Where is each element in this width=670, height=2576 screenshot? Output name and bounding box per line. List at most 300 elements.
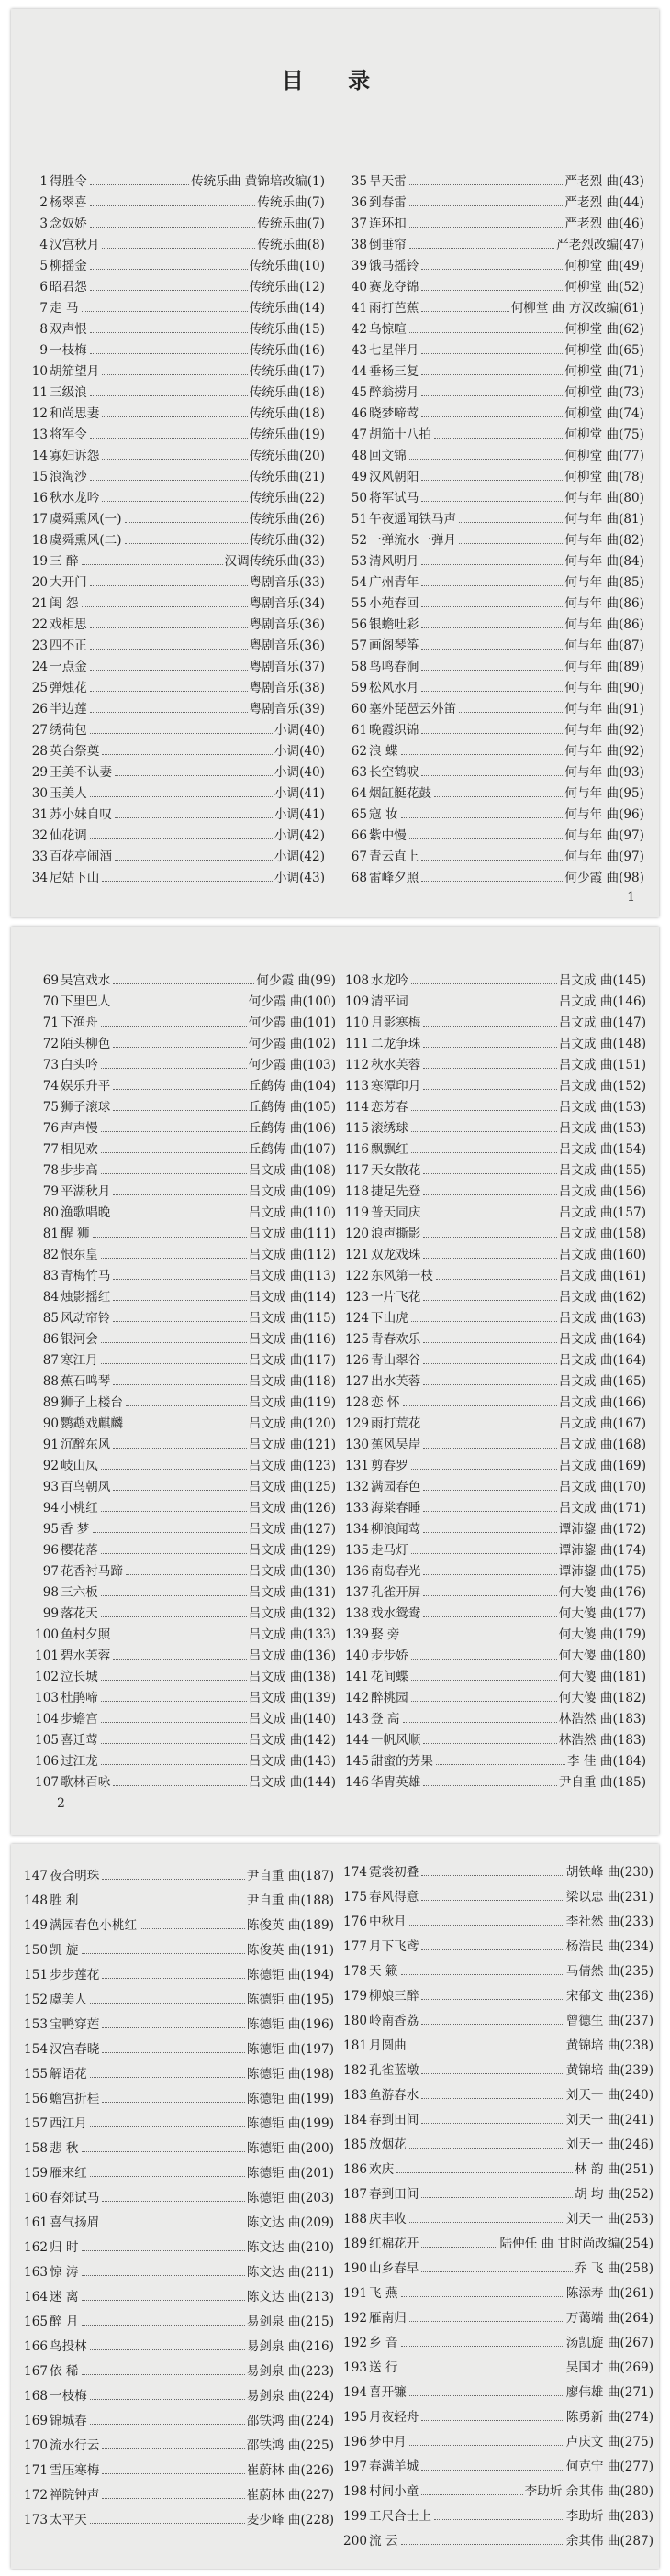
entry-number: 26 <box>31 702 48 716</box>
toc-entry <box>22 2359 334 2384</box>
entry-number: 123 <box>345 1290 369 1305</box>
toc-entry <box>343 992 646 1013</box>
entry-title: 恋 怀 <box>371 1395 400 1410</box>
entry-title: 娱乐升平 <box>61 1079 111 1094</box>
entry-title: 东风第一枝 <box>371 1269 433 1283</box>
entry-title: 赛龙夺锦 <box>369 280 419 294</box>
entry-number: 34 <box>31 871 48 885</box>
entry-title: 太平天 <box>50 2513 87 2527</box>
leader-dots <box>403 1722 557 1723</box>
entry-number: 166 <box>24 2339 48 2354</box>
leader-dots <box>421 1949 564 1950</box>
toc-entry <box>22 1864 334 1889</box>
leader-dots <box>90 585 248 586</box>
entry-source: 传统乐曲(20) <box>249 449 325 463</box>
toc-entry <box>343 971 646 992</box>
toc-column-left <box>22 172 325 889</box>
entry-title: 平湖秋月 <box>61 1184 111 1199</box>
toc-entry <box>343 1667 646 1688</box>
entry-source: 吕文成 曲(125) <box>248 1480 336 1494</box>
entry-source: 汤凯旋 曲(267) <box>565 2336 653 2350</box>
toc-entry <box>343 1224 646 1245</box>
entry-title: 得胜令 <box>50 174 87 189</box>
entry-number: 197 <box>343 2459 367 2474</box>
toc-entry <box>22 2137 334 2161</box>
entry-title: 浪声撕影 <box>371 1227 421 1241</box>
toc-entry <box>22 2037 334 2062</box>
entry-source: 吕文成 曲(127) <box>248 1522 336 1537</box>
entry-title: 浪 蝶 <box>369 744 398 759</box>
entry-source: 吕文成 曲(108) <box>248 1163 336 1178</box>
leader-dots <box>101 1511 247 1512</box>
toc-entry <box>341 2504 653 2529</box>
leader-dots <box>82 2275 245 2276</box>
entry-source: 邵铁鸿 曲(225) <box>246 2438 334 2453</box>
entry-source: 何克宁 曲(277) <box>565 2459 653 2474</box>
entry-title: 将军试马 <box>369 491 419 505</box>
entry-number: 175 <box>343 1890 367 1904</box>
entry-number: 79 <box>42 1184 59 1199</box>
leader-dots <box>90 2523 245 2524</box>
toc-entry <box>33 1371 336 1393</box>
entry-number: 93 <box>42 1480 59 1494</box>
entry-number: 128 <box>345 1395 369 1410</box>
entry-title: 归 时 <box>50 2240 79 2255</box>
entry-number: 131 <box>345 1459 369 1473</box>
entry-number: 149 <box>24 1918 48 1933</box>
entry-source: 小调(40) <box>274 744 325 759</box>
toc-entry <box>22 2161 334 2186</box>
leader-dots <box>82 2300 245 2301</box>
entry-source: 何少霞 曲(99) <box>256 973 336 988</box>
toc-entry <box>341 2133 653 2158</box>
entry-number: 186 <box>343 2162 367 2177</box>
toc-entry <box>341 699 644 720</box>
entry-source: 严老烈 曲(43) <box>564 174 644 189</box>
toc-entry <box>33 1118 336 1139</box>
entry-source: 传统乐曲(22) <box>249 491 325 505</box>
entry-title: 鸟鸣春涧 <box>369 660 419 674</box>
toc-entry <box>341 594 644 615</box>
entry-title: 雨打荒花 <box>371 1416 421 1431</box>
leader-dots <box>421 2494 522 2495</box>
entry-source: 何与年 曲(84) <box>564 554 644 569</box>
leader-dots <box>102 1879 244 1880</box>
toc-entry <box>22 2087 334 2112</box>
toc-entry <box>33 1139 336 1160</box>
entry-number: 20 <box>31 575 48 590</box>
entry-number: 69 <box>42 973 59 988</box>
entry-number: 179 <box>343 1989 367 2004</box>
leader-dots <box>90 2077 245 2078</box>
leader-dots <box>115 817 273 818</box>
entry-title: 杨翠喜 <box>50 195 87 210</box>
entry-title: 广州青年 <box>369 575 419 590</box>
entry-number: 41 <box>351 301 367 316</box>
toc-entry <box>341 214 644 235</box>
entry-source: 小调(40) <box>274 765 325 780</box>
entry-number: 11 <box>31 385 48 400</box>
entry-source: 何柳堂 曲 方汉改编(61) <box>510 301 644 316</box>
toc-entry <box>22 783 325 805</box>
entry-number: 90 <box>42 1416 59 1431</box>
toc-entry <box>22 361 325 383</box>
entry-title: 蕉风吴岸 <box>371 1438 421 1452</box>
entry-source: 乔 飞 曲(258) <box>575 2261 653 2276</box>
entry-source: 粤剧音乐(36) <box>249 638 325 653</box>
leader-dots <box>411 1131 557 1132</box>
entry-number: 192 <box>343 2311 367 2326</box>
leader-dots <box>423 1363 556 1364</box>
entry-title: 送 行 <box>369 2360 398 2375</box>
entry-number: 111 <box>345 1037 369 1051</box>
entry-title: 天 籁 <box>369 1964 398 1979</box>
entry-title: 狮子滚球 <box>61 1100 111 1115</box>
toc-entry <box>341 615 644 636</box>
leader-dots <box>113 1194 246 1195</box>
entry-number: 181 <box>343 2038 367 2053</box>
entry-title: 长空鹤唳 <box>369 765 419 780</box>
entry-source: 吕文成 曲(156) <box>558 1184 646 1199</box>
entry-source: 易剑泉 曲(224) <box>246 2389 334 2404</box>
toc-entry <box>343 1688 646 1709</box>
entry-number: 180 <box>343 2014 367 2028</box>
entry-title: 汉风朝阳 <box>369 470 419 484</box>
entry-title: 三级浪 <box>50 385 87 400</box>
entry-source: 吕文成 曲(161) <box>558 1269 646 1283</box>
leader-dots <box>409 227 564 228</box>
entry-title: 寒江月 <box>61 1353 98 1368</box>
entry-number: 76 <box>42 1121 59 1136</box>
toc-entry <box>343 1519 646 1540</box>
leader-dots <box>82 564 223 565</box>
entry-number: 7 <box>39 301 48 316</box>
entry-source: 吕文成 曲(168) <box>558 1438 646 1452</box>
entry-source: 何大傻 曲(181) <box>558 1670 646 1684</box>
toc-entry <box>33 1456 336 1477</box>
toc-entry <box>341 256 644 277</box>
entry-number: 64 <box>351 786 367 801</box>
toc-entry <box>22 2384 334 2409</box>
leader-dots <box>82 2325 245 2326</box>
toc-entry <box>341 2480 653 2504</box>
entry-source: 传统乐曲(10) <box>249 259 325 273</box>
entry-title: 海棠春睡 <box>371 1501 421 1516</box>
entry-number: 55 <box>351 596 367 611</box>
entry-number: 141 <box>345 1670 369 1684</box>
entry-source: 陈德钜 曲(200) <box>246 2141 334 2156</box>
entry-number: 2 <box>39 195 48 210</box>
entry-source: 何与年 曲(80) <box>564 491 644 505</box>
toc-entry <box>22 2434 334 2459</box>
leader-dots <box>113 1659 246 1660</box>
leader-dots <box>82 2374 245 2375</box>
entry-title: 寡妇诉怨 <box>50 449 100 463</box>
toc-entry <box>341 1860 653 1885</box>
toc-entry <box>33 1414 336 1435</box>
toc-entry <box>22 805 325 826</box>
leader-dots <box>101 1680 247 1681</box>
entry-number: 51 <box>351 512 367 527</box>
toc-entry <box>343 1160 646 1182</box>
toc-entry <box>343 1013 646 1034</box>
entry-number: 153 <box>24 2017 48 2032</box>
entry-number: 187 <box>343 2187 367 2202</box>
entry-number: 65 <box>351 807 367 822</box>
leader-dots <box>102 416 247 417</box>
toc-entry <box>343 1435 646 1456</box>
entry-source: 陈德钜 曲(195) <box>246 1993 334 2007</box>
entry-title: 午夜遥闻铁马声 <box>369 512 457 527</box>
entry-number: 48 <box>351 449 367 463</box>
entry-source: 何柳堂 曲(49) <box>564 259 644 273</box>
toc-entry <box>22 2409 334 2434</box>
entry-source: 吕文成 曲(110) <box>248 1205 336 1220</box>
entry-source: 何与年 曲(97) <box>564 828 644 843</box>
entry-title: 红棉花开 <box>369 2237 419 2251</box>
entry-source: 吕文成 曲(133) <box>248 1627 336 1642</box>
toc-entry <box>341 509 644 530</box>
entry-title: 步步娇 <box>371 1649 408 1663</box>
entry-number: 22 <box>31 617 48 632</box>
leader-dots <box>90 733 273 734</box>
entry-source: 何少霞 曲(98) <box>564 871 644 885</box>
entry-source: 谭沛鋆 曲(172) <box>558 1522 646 1537</box>
entry-source: 何大傻 曲(180) <box>558 1649 646 1663</box>
entry-title: 孔雀开屏 <box>371 1585 421 1600</box>
leader-dots <box>423 1490 556 1491</box>
entry-number: 127 <box>345 1374 369 1389</box>
leader-dots <box>102 881 273 882</box>
toc-page-1 <box>11 9 659 917</box>
toc-column-right <box>341 1860 653 2554</box>
toc-entry <box>22 530 325 551</box>
entry-title: 喜迁莺 <box>61 1733 98 1748</box>
entry-title: 步步莲花 <box>50 1968 100 1982</box>
entry-title: 一点金 <box>50 660 87 674</box>
leader-dots <box>421 501 563 502</box>
entry-source: 何柳堂 曲(77) <box>564 449 644 463</box>
entry-number: 33 <box>31 849 48 864</box>
entry-source: 陈文达 曲(213) <box>246 2290 334 2304</box>
entry-number: 114 <box>345 1100 369 1115</box>
entry-number: 60 <box>351 702 367 716</box>
entry-source: 陈德钜 曲(199) <box>246 2092 334 2106</box>
entry-source: 严老烈 曲(46) <box>564 217 644 231</box>
entry-title: 普天同庆 <box>371 1205 421 1220</box>
entry-number: 49 <box>351 470 367 484</box>
entry-title: 青春欢乐 <box>371 1332 421 1347</box>
entry-title: 岐山凤 <box>61 1459 98 1473</box>
entry-number: 1 <box>39 174 48 189</box>
toc-entry <box>341 2306 653 2331</box>
toc-entry <box>343 1076 646 1097</box>
entry-source: 陈文达 曲(209) <box>246 2215 334 2230</box>
leader-dots <box>409 332 564 333</box>
leader-dots <box>409 838 564 839</box>
entry-title: 雁来红 <box>50 2166 87 2181</box>
toc-entry <box>341 2257 653 2282</box>
toc-entry <box>33 1625 336 1646</box>
entry-title: 虞美人 <box>50 1993 87 2007</box>
entry-source: 吕文成 曲(151) <box>558 1058 646 1072</box>
toc-entry <box>22 298 325 319</box>
entry-source: 吴国才 曲(269) <box>565 2360 653 2375</box>
entry-number: 108 <box>345 973 369 988</box>
entry-title: 三 醉 <box>50 554 79 569</box>
entry-title: 画阁琴筝 <box>369 638 419 653</box>
entry-title: 到春雷 <box>369 195 407 210</box>
entry-number: 121 <box>345 1248 369 1262</box>
entry-source: 何柳堂 曲(73) <box>564 385 644 400</box>
leader-dots <box>459 522 563 523</box>
entry-source: 吕文成 曲(167) <box>558 1416 646 1431</box>
leader-dots <box>423 1173 556 1174</box>
entry-source: 丘鹤俦 曲(104) <box>248 1079 336 1094</box>
entry-title: 柳浪闻莺 <box>371 1522 421 1537</box>
entry-source: 何与年 曲(91) <box>564 702 644 716</box>
entry-source: 传统乐曲(18) <box>249 385 325 400</box>
leader-dots <box>90 353 248 354</box>
entry-title: 烛影摇红 <box>61 1290 111 1305</box>
page-title: 目 录 <box>281 67 389 94</box>
entry-source: 陈文达 曲(211) <box>246 2265 334 2280</box>
entry-number: 158 <box>24 2141 48 2156</box>
entry-source: 何与年 曲(85) <box>564 575 644 590</box>
entry-source: 吕文成 曲(171) <box>558 1501 646 1516</box>
entry-number: 139 <box>345 1627 369 1642</box>
entry-source: 传统乐曲(7) <box>257 195 325 210</box>
toc-entry <box>33 1604 336 1625</box>
leader-dots <box>90 269 248 270</box>
entry-number: 163 <box>24 2265 48 2280</box>
entry-title: 一帆风顺 <box>371 1733 421 1748</box>
toc-entry <box>22 193 325 214</box>
entry-title: 狮子上楼台 <box>61 1395 123 1410</box>
entry-source: 吕文成 曲(146) <box>558 994 646 1009</box>
toc-entry <box>341 636 644 657</box>
entry-number: 162 <box>24 2240 48 2255</box>
entry-number: 46 <box>351 406 367 421</box>
entry-source: 小调(42) <box>274 828 325 843</box>
entry-number: 43 <box>351 343 367 358</box>
toc-entry <box>341 847 644 868</box>
entry-number: 61 <box>351 723 367 738</box>
leader-dots <box>423 1511 556 1512</box>
entry-title: 宝鸭穿莲 <box>50 2017 100 2032</box>
entry-source: 李助圻 余其伟 曲(280) <box>524 2484 653 2499</box>
leader-dots <box>113 1279 246 1280</box>
entry-number: 113 <box>345 1079 369 1094</box>
entry-number: 176 <box>343 1915 367 1929</box>
entry-source: 吕文成 曲(131) <box>248 1585 336 1600</box>
entry-number: 199 <box>343 2509 367 2524</box>
toc-entry <box>343 1709 646 1730</box>
leader-dots <box>411 1110 557 1111</box>
entry-number: 15 <box>31 470 48 484</box>
entry-source: 何柳堂 曲(65) <box>564 343 644 358</box>
toc-entry <box>22 2310 334 2335</box>
leader-dots <box>421 881 563 882</box>
leader-dots <box>423 1089 556 1090</box>
leader-dots <box>436 1279 557 1280</box>
leader-dots <box>102 2473 244 2474</box>
leader-dots <box>421 2420 564 2421</box>
entry-title: 走马灯 <box>371 1543 408 1558</box>
entry-title: 百花亭闹酒 <box>50 849 112 864</box>
entry-number: 77 <box>42 1142 59 1157</box>
entry-number: 44 <box>351 364 367 379</box>
toc-entry <box>341 572 644 594</box>
entry-source: 胡 均 曲(252) <box>575 2187 653 2202</box>
entry-source: 何少霞 曲(101) <box>248 1016 336 1030</box>
entry-source: 吕文成 曲(112) <box>248 1248 336 1262</box>
leader-dots <box>90 2424 245 2425</box>
toc-entry <box>343 1456 646 1477</box>
entry-number: 154 <box>24 2042 48 2057</box>
leader-dots <box>434 438 563 439</box>
leader-dots <box>423 1342 556 1343</box>
entry-source: 易剑泉 曲(216) <box>246 2339 334 2354</box>
toc-entry <box>341 1935 653 1960</box>
entry-source: 何与年 曲(93) <box>564 765 644 780</box>
entry-title: 清风明月 <box>369 554 419 569</box>
leader-dots <box>436 1764 565 1765</box>
entry-title: 胜 利 <box>50 1893 79 1908</box>
leader-dots <box>113 1089 246 1090</box>
entry-source: 吕文成 曲(136) <box>248 1649 336 1663</box>
leader-dots <box>90 2176 245 2177</box>
toc-column-left <box>33 971 336 1793</box>
toc-entry <box>33 1393 336 1414</box>
entry-title: 杜鹃啼 <box>61 1691 98 1705</box>
leader-dots <box>82 311 248 312</box>
leader-dots <box>90 227 256 228</box>
toc-entry <box>22 762 325 783</box>
entry-number: 14 <box>31 449 48 463</box>
leader-dots <box>421 290 563 291</box>
entry-title: 霓裳初叠 <box>369 1865 419 1880</box>
entry-source: 黄锦培 曲(239) <box>565 2063 653 2078</box>
toc-entry <box>341 826 644 847</box>
entry-number: 156 <box>24 2092 48 2106</box>
entry-source: 吕文成 曲(120) <box>248 1416 336 1431</box>
entry-source: 胡铁峰 曲(230) <box>565 1865 653 1880</box>
entry-title: 倒垂帘 <box>369 238 407 252</box>
entry-source: 吕文成 曲(164) <box>558 1353 646 1368</box>
toc-entry <box>33 1688 336 1709</box>
toc-entry <box>22 2186 334 2211</box>
entry-title: 春到田间 <box>369 2113 419 2127</box>
entry-title: 小桃红 <box>61 1501 98 1516</box>
entry-source: 传统乐曲(14) <box>249 301 325 316</box>
toc-entry <box>22 2013 334 2037</box>
entry-number: 200 <box>343 2534 367 2548</box>
entry-title: 声声慢 <box>61 1121 98 1136</box>
toc-entry <box>341 530 644 551</box>
entry-source: 吕文成 曲(145) <box>558 973 646 988</box>
entry-title: 仙花调 <box>50 828 87 843</box>
toc-entry <box>22 383 325 404</box>
entry-number: 145 <box>345 1754 369 1769</box>
entry-title: 银蟾吐彩 <box>369 617 419 632</box>
entry-title: 汉宫春晓 <box>50 2042 100 2057</box>
toc-entry <box>341 805 644 826</box>
toc-entry <box>22 699 325 720</box>
toc-entry <box>22 235 325 256</box>
entry-title: 滚绣球 <box>371 1121 408 1136</box>
entry-source: 何与年 曲(86) <box>564 617 644 632</box>
